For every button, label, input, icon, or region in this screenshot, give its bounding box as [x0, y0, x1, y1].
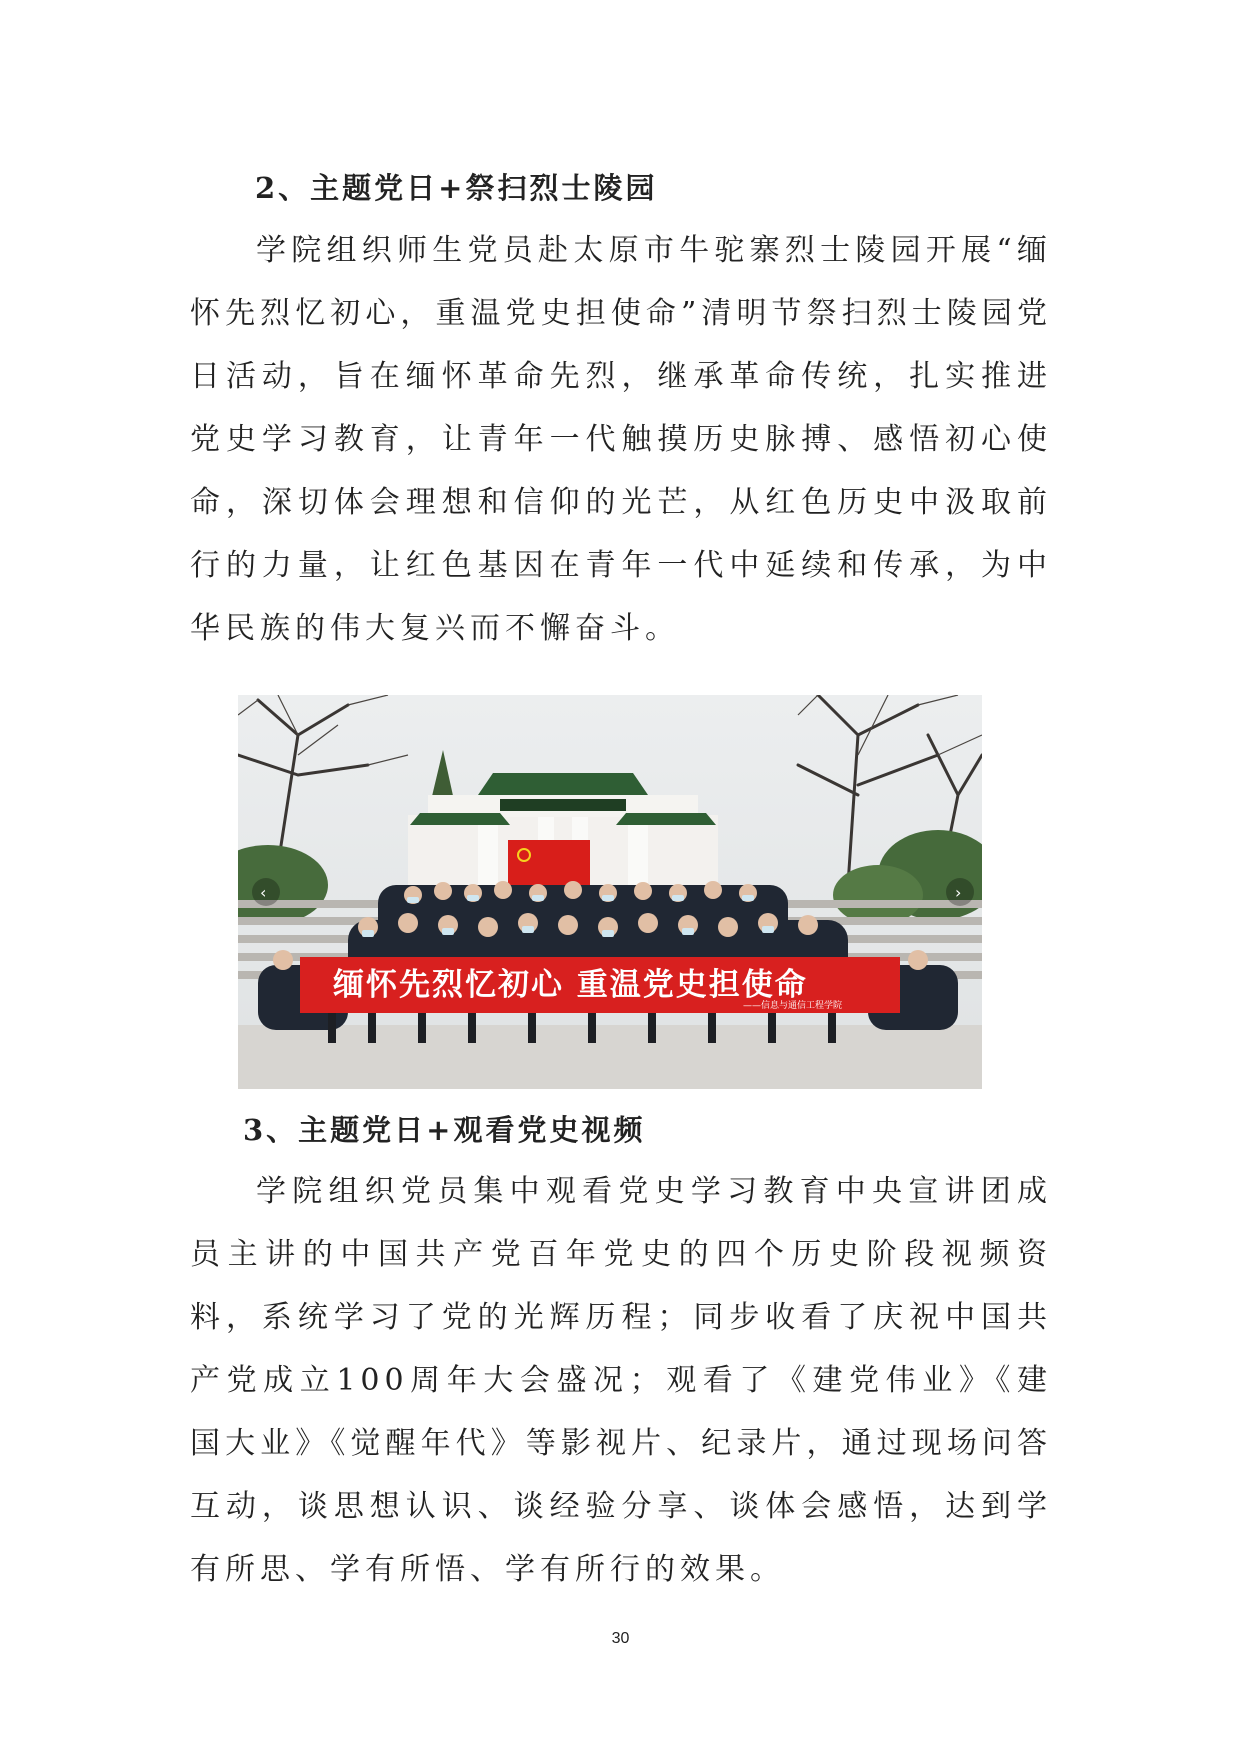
chevron-left-icon: ‹: [260, 883, 267, 902]
banner-sub-text: ——信息与通信工程学院: [743, 1001, 843, 1011]
page-number: 30: [611, 1630, 630, 1647]
banner-main-text: 缅怀先烈忆初心 重温党史担使命: [333, 967, 808, 1003]
section-3-paragraph: 学院组织党员集中观看党史学习教育中央宣讲团成员主讲的中国共产党百年党史的四个历史阶段视频资料，系统学习了党的光辉历程；同步收看了庆祝中国共产党成立100周年大会盛况；观看了《建党伟业》《建国大业》《觉醒年代》等影视片、纪录片，通过现场问答互动，谈思想认识、谈经验分享、谈体会感悟，达到学有所思、学有所悟、学有所行的效果。: [190, 1174, 1052, 1587]
memorial-group-photo: [238, 695, 982, 1089]
section-3-heading: 3、主题党日+观看党史视频: [243, 1113, 646, 1147]
party-flag: [508, 840, 590, 888]
section-2-paragraph: 学院组织师生党员赴太原市牛驼寨烈士陵园开展“缅怀先烈忆初心，重温党史担使命”清明节祭扫烈士陵园党日活动，旨在缅怀革命先烈，继承革命传统，扎实推进党史学习教育，让青年一代触摸历史脉搏、感悟初心使命，深切体会理想和信仰的光芒，从红色历史中汲取前行的力量，让红色基因在青年一代中延续和传承，为中华民族的伟大复兴而不懈奋斗。: [190, 233, 1052, 646]
chevron-right-icon: ›: [955, 883, 962, 902]
section-2-heading: 2、主题党日+祭扫烈士陵园: [255, 171, 658, 205]
